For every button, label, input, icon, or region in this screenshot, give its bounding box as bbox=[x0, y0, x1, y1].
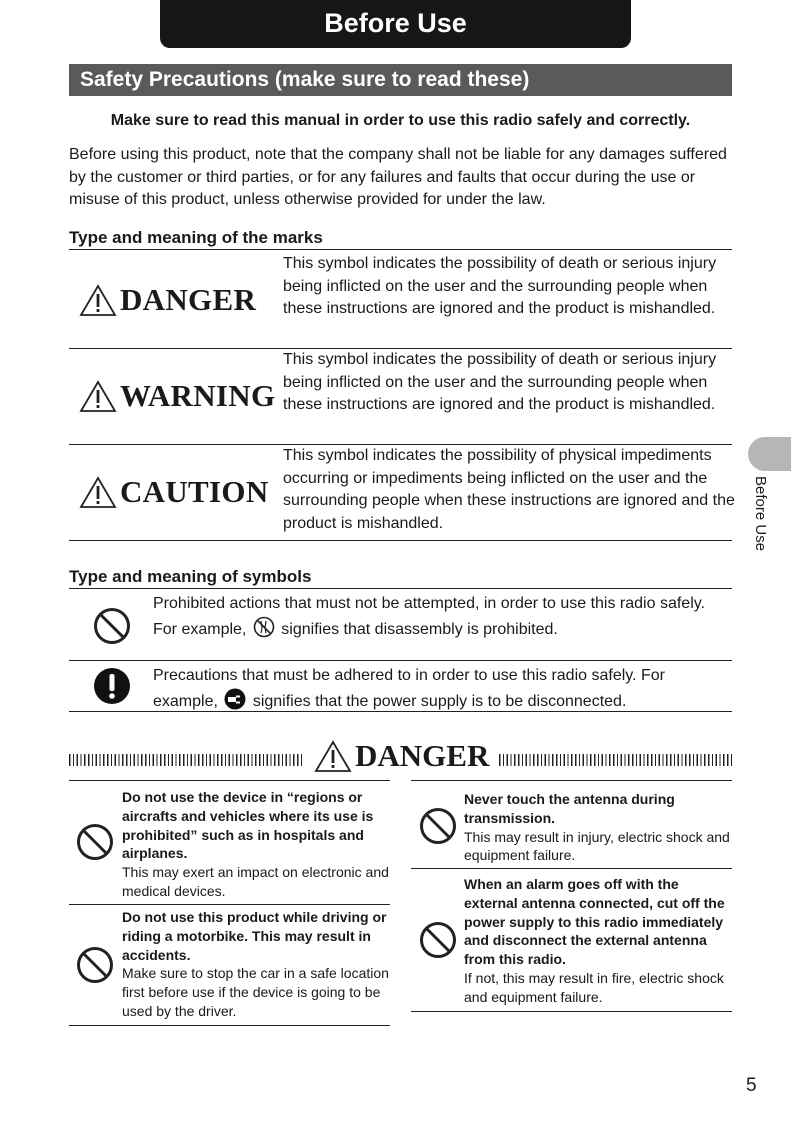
warning-triangle-icon bbox=[79, 284, 117, 317]
item-detail: This may result in injury, electric shock and equipment failure. bbox=[464, 828, 730, 864]
side-tab bbox=[748, 437, 791, 471]
symbol-row-mandatory bbox=[69, 661, 732, 712]
intro-paragraph: Before using this product, note that the company shall not be liable for any damages suffered by the customer or third parties, or for any failures and faults that occur during the use or misuse of this product, unless otherwise provided for under the law. bbox=[69, 146, 727, 208]
section-title: Safety Precautions (make sure to read these) bbox=[69, 64, 732, 96]
warning-mark bbox=[79, 348, 275, 444]
warning-triangle-icon bbox=[314, 740, 352, 773]
prohibited-icon bbox=[76, 823, 114, 861]
danger-item-left-1 bbox=[69, 780, 390, 904]
mark-row-warning bbox=[69, 348, 732, 445]
warning-label: WARNING bbox=[120, 378, 276, 413]
symbols-heading: Type and meaning of symbols bbox=[69, 567, 732, 589]
danger-item-right-2 bbox=[411, 868, 732, 1012]
marks-heading: Type and meaning of the marks bbox=[69, 228, 732, 250]
page-header-title: Before Use bbox=[160, 0, 631, 48]
danger-item-right-1 bbox=[411, 780, 732, 869]
exclamation-icon bbox=[93, 667, 131, 705]
caution-mark bbox=[79, 444, 269, 540]
prohibited-text: Prohibited actions that must not be attempted, in order to use this radio safely. bbox=[153, 595, 706, 612]
item-detail: If not, this may result in fire, electric shock and equipment failure. bbox=[464, 969, 724, 1005]
warning-description: This symbol indicates the possibility of death or serious injury being inflicted on the user and the surrounding people when these instructions are ignored and the product is mishandled. bbox=[283, 351, 717, 414]
hatch-right bbox=[499, 754, 732, 766]
mark-row-caution bbox=[69, 444, 735, 541]
danger-section-title bbox=[69, 734, 732, 778]
danger-mark bbox=[79, 252, 256, 348]
caution-description: This symbol indicates the possibility of physical impediments occurring or impediments being inflicted on the user and the surrounding people when these instructions are ignored and the product is mishandled. bbox=[283, 447, 735, 532]
lead-text: Make sure to read this manual in order to use this radio safely and correctly. bbox=[110, 112, 691, 129]
prohibited-example-prefix: For example, bbox=[153, 620, 247, 638]
item-heading: Do not use the device in “regions or aircrafts and vehicles where its use is prohibited” such as in hospitals and airplanes. bbox=[122, 789, 374, 862]
prohibited-example-suffix: signifies that disassembly is prohibited. bbox=[281, 620, 558, 638]
item-heading: Do not use this product while driving or riding a motorbike. This may result in accidents. bbox=[122, 909, 387, 963]
page-number: 5 bbox=[746, 1075, 757, 1096]
mark-row-danger bbox=[69, 252, 732, 349]
side-tab-label: Before Use bbox=[752, 476, 769, 552]
item-heading: When an alarm goes off with the external antenna connected, cut off the power supply to this radio immediately and disconnect the external antenna from this radio. bbox=[464, 876, 725, 968]
danger-label: DANGER bbox=[120, 282, 257, 317]
danger-description: This symbol indicates the possibility of death or serious injury being inflicted on the user and the surrounding people when these instructions are ignored and the product is mishandled. bbox=[283, 255, 717, 318]
hatch-left bbox=[69, 754, 303, 766]
unplug-icon bbox=[224, 688, 246, 710]
danger-item-left-2 bbox=[69, 904, 390, 1026]
warning-triangle-icon bbox=[79, 476, 117, 509]
prohibited-icon bbox=[76, 946, 114, 984]
danger-heading-label: DANGER bbox=[355, 738, 490, 773]
prohibited-icon bbox=[419, 921, 457, 959]
prohibited-icon bbox=[93, 607, 131, 645]
prohibited-description bbox=[153, 593, 728, 641]
danger-heading bbox=[314, 734, 489, 778]
item-detail: This may exert an impact on electronic and medical devices. bbox=[122, 864, 389, 899]
mandatory-text: Precautions that must be adhered to in order to use this radio safely. For example, bbox=[153, 667, 665, 710]
warning-triangle-icon bbox=[79, 380, 117, 413]
item-heading: Never touch the antenna during transmission. bbox=[464, 791, 675, 826]
mandatory-description bbox=[153, 665, 728, 713]
no-disassembly-icon bbox=[253, 616, 275, 638]
item-detail: Make sure to stop the car in a safe location first before use if the device is going to be used by the driver. bbox=[122, 965, 389, 1019]
caution-label: CAUTION bbox=[120, 474, 269, 509]
prohibited-icon bbox=[419, 807, 457, 845]
mandatory-example-suffix: signifies that the power supply is to be disconnected. bbox=[252, 692, 627, 710]
symbol-row-prohibited bbox=[69, 591, 732, 661]
